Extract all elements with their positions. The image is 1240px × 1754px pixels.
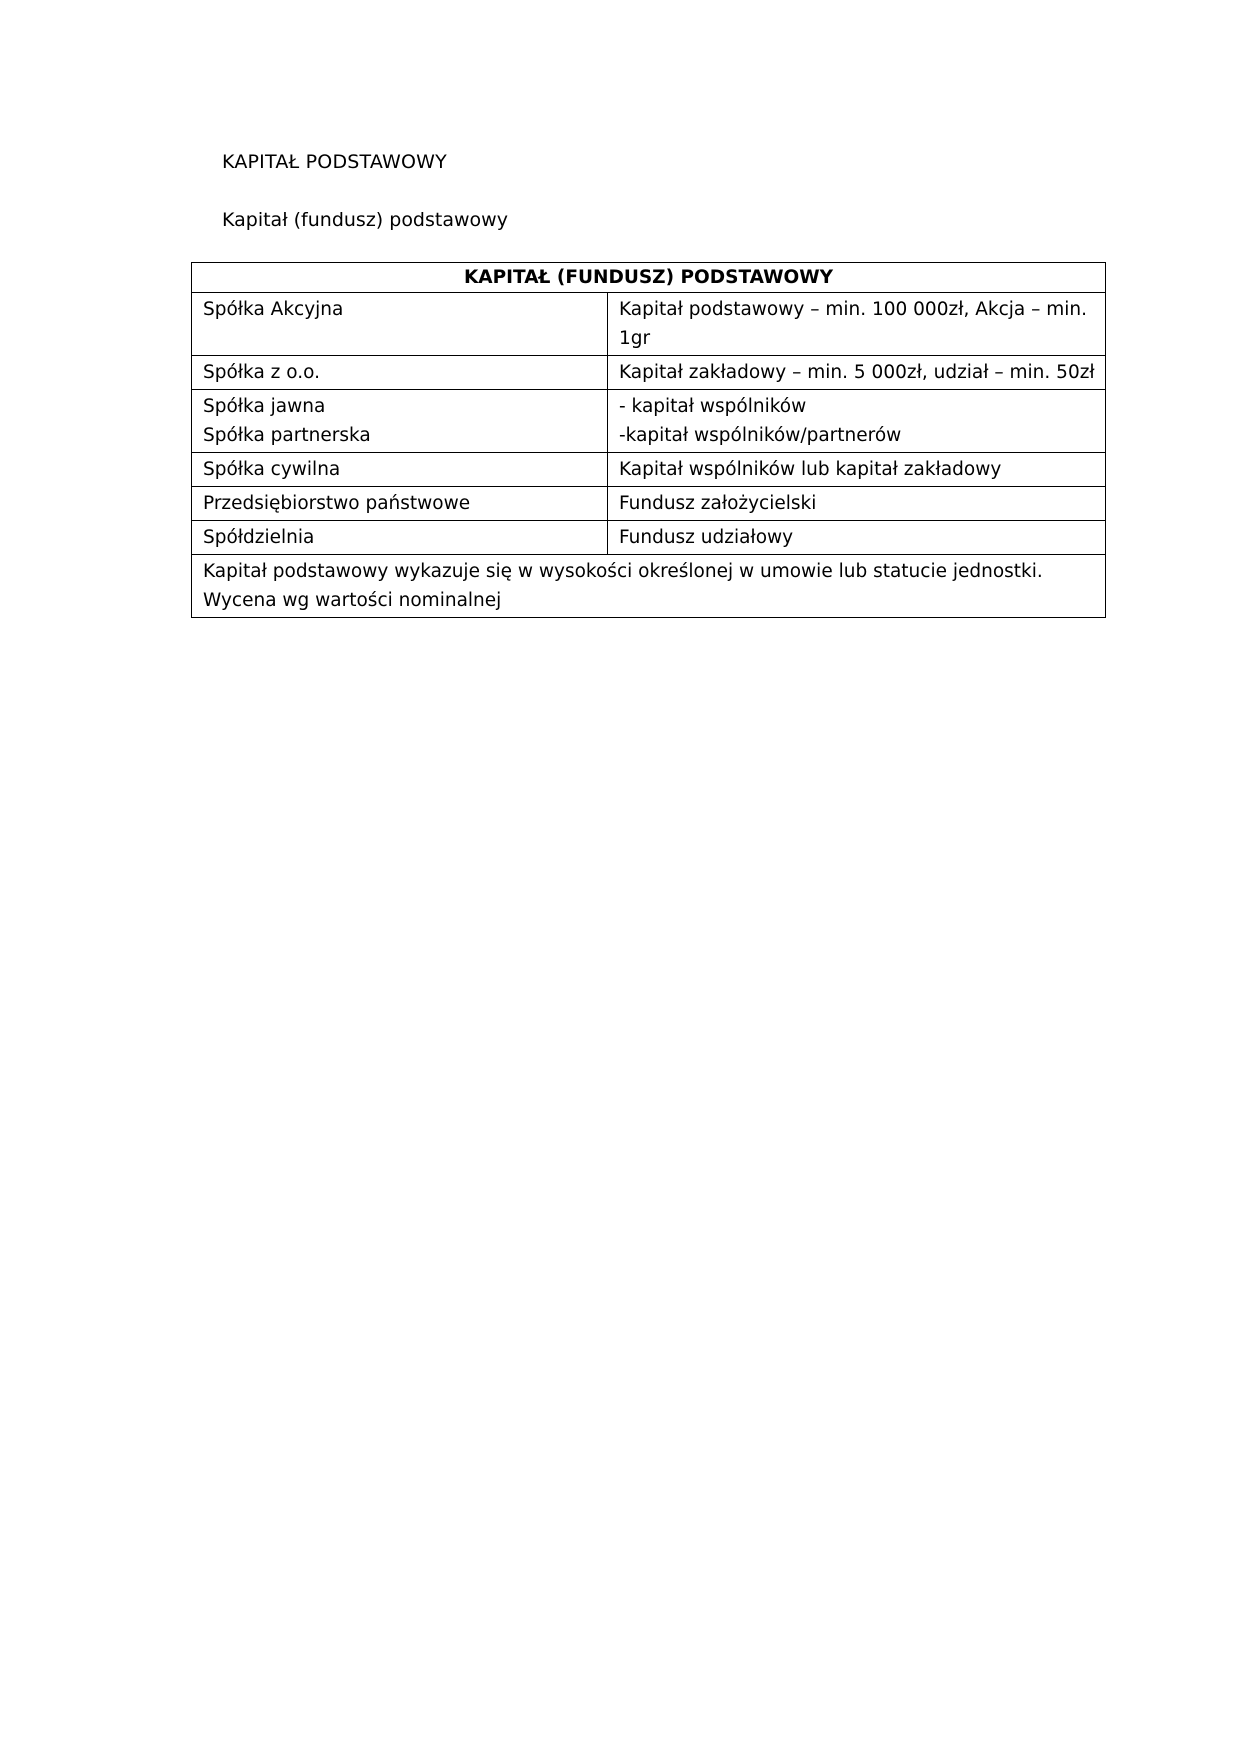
capital-cell [608,453,1106,487]
capital-table [191,262,1106,618]
document-subheading: Kapitał (fundusz) podstawowy [222,209,508,231]
capital-text: Kapitał wspólników lub kapitał zakładowy [619,459,1002,480]
table-footer [192,555,1106,618]
entity-cell [192,453,608,487]
footer-text: Wycena wg wartości nominalnej [203,590,502,611]
entity-cell [192,356,608,390]
table-row [192,390,1106,453]
entity-name: Spółka partnerska [203,425,371,446]
table-row [192,293,1106,356]
capital-text: -kapitał wspólników/partnerów [619,425,902,446]
entity-name: Spółdzielnia [203,527,315,548]
entity-name: Spółka Akcyjna [203,299,344,320]
capital-cell [608,390,1106,453]
capital-text: Fundusz udziałowy [619,527,794,548]
entity-cell [192,293,608,356]
entity-name: Przedsiębiorstwo państwowe [203,493,471,514]
entity-name: Spółka cywilna [203,459,341,480]
capital-text: Kapitał zakładowy – min. 5 000zł, udział – min. 50zł [619,362,1095,383]
table-row [192,521,1106,555]
table-row [192,356,1106,390]
entity-cell [192,521,608,555]
table-footer-row [192,555,1106,618]
capital-text: Fundusz założycielski [619,493,817,514]
entity-name: Spółka z o.o. [203,362,321,383]
capital-text: - kapitał wspólników [619,396,807,417]
capital-cell [608,487,1106,521]
document-heading: KAPITAŁ PODSTAWOWY [222,151,447,173]
entity-cell [192,390,608,453]
footer-text: Kapitał podstawowy wykazuje się w wysokości określonej w umowie lub statucie jednostki. [203,561,1043,582]
capital-cell [608,293,1106,356]
table-row [192,453,1106,487]
capital-text: Kapitał podstawowy – min. 100 000zł, Akcja – min. 1gr [619,299,1088,349]
table-row [192,487,1106,521]
table-title: KAPITAŁ (FUNDUSZ) PODSTAWOWY [192,263,1106,293]
capital-cell [608,356,1106,390]
capital-cell [608,521,1106,555]
entity-name: Spółka jawna [203,396,326,417]
table-title-row [192,263,1106,293]
entity-cell [192,487,608,521]
